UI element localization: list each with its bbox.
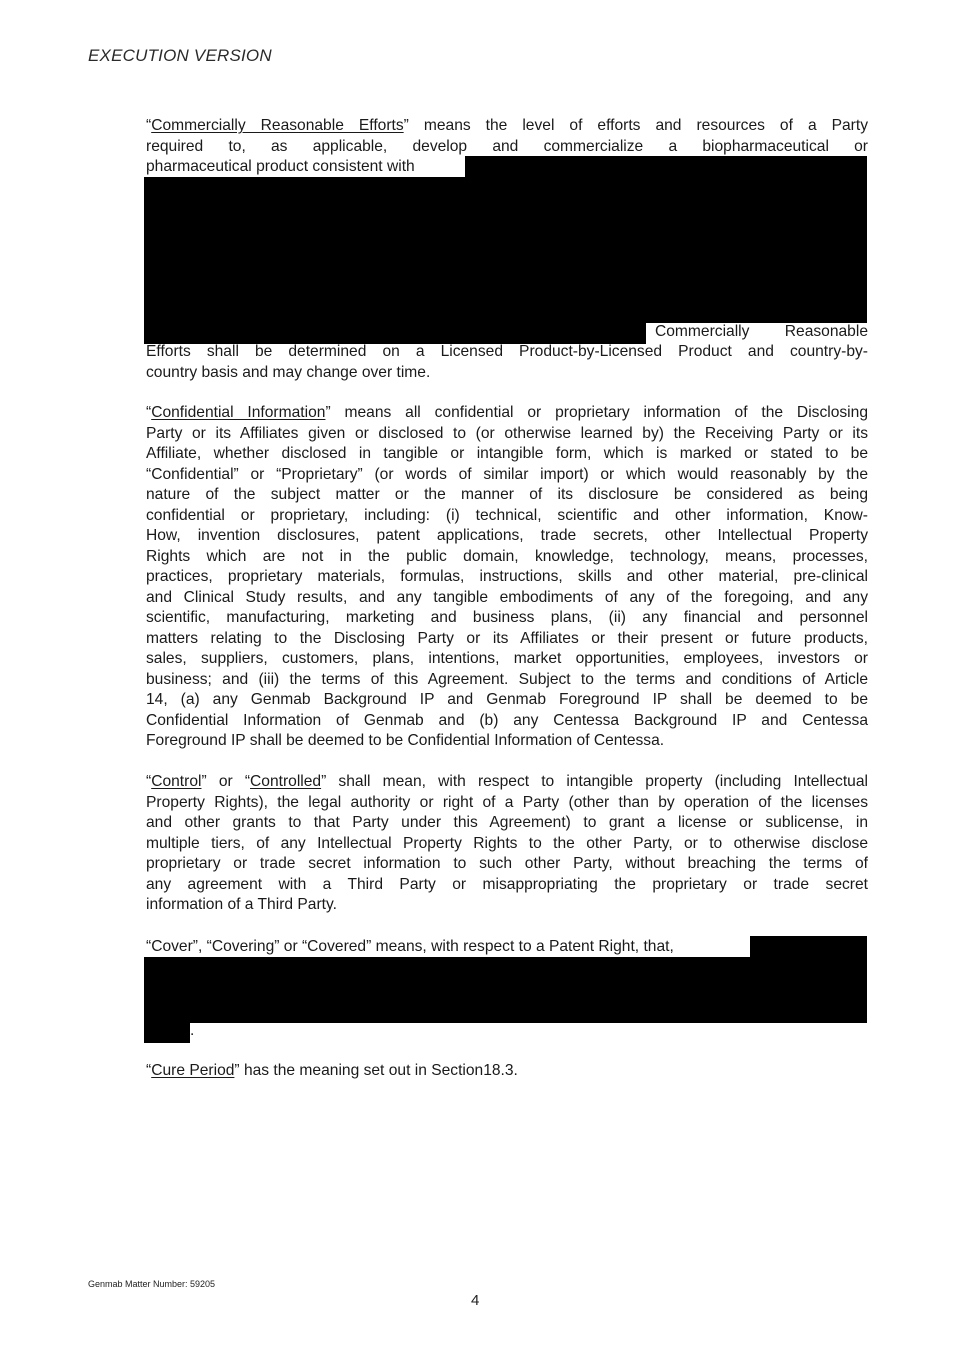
definition-line: How, invention disclosures, patent applications, trade secrets, other Intellectual Property [146, 527, 868, 544]
definition-line: and other grants to that Party under this Agreement) to grant a license or sublicense, in [146, 814, 868, 831]
definition-line: matters relating to the Disclosing Party or its Affiliates or their present or future products, [146, 629, 868, 647]
definition-line: Commercially Reasonable [655, 323, 868, 340]
definition-line: Confidential Information of Genmab and (b) any Centessa Background IP and Centessa [146, 711, 868, 729]
redaction-block [144, 322, 646, 344]
definition-line: Property Rights), the legal authority or right of a Party (other than by operation of the licenses [146, 793, 868, 811]
redaction-block [144, 1022, 190, 1043]
definition-cure-period [146, 1061, 868, 1082]
definition-line: nature of the subject matter or the manner of its disclosure be considered as being [146, 486, 868, 503]
definition-line: “Confidential Information” means all confidential or proprietary information of the Disclosing [146, 404, 868, 421]
definition-line: information of a Third Party. [146, 896, 337, 913]
definition-line: “Confidential” or “Proprietary” (or words of similar import) or which would reasonably by the [146, 465, 868, 483]
definition-line: “Cure Period” has the meaning set out in Section18.3. [146, 1062, 518, 1079]
defined-term: Control [151, 773, 202, 790]
definition-line: and Clinical Study results, and any tangible embodiments of any of the foregoing, and any [146, 588, 868, 606]
definition-line: multiple tiers, of any Intellectual Property Rights to the other Party, or to otherwise disclose [146, 834, 868, 852]
definition-line: sales, suppliers, customers, plans, intentions, market opportunities, employees, investors or [146, 650, 868, 667]
definition-control [146, 772, 868, 916]
defined-term: Confidential Information [151, 404, 326, 421]
page-number: 4 [471, 1292, 480, 1309]
definition-line: country basis and may change over time. [146, 363, 431, 381]
definition-line: “Commercially Reasonable Efforts” means the level of efforts and resources of a Party [146, 117, 869, 134]
definition-line: “Cover”, “Covering” or “Covered” means, with respect to a Patent Right, that, [146, 938, 674, 955]
definition-line: scientific, manufacturing, marketing and business plans, (ii) any financial and personnel [146, 609, 868, 626]
matter-number: Genmab Matter Number: 59205 [88, 1279, 216, 1289]
defined-term: Cure Period [151, 1062, 235, 1079]
definition-cover-closing: . [190, 1022, 195, 1039]
definition-line: pharmaceutical product consistent with [146, 158, 415, 175]
definition-commercially-reasonable-efforts-closing [146, 342, 868, 383]
definition-line: Affiliate, whether disclosed in tangible or intangible form, which is marked or stated to be [146, 445, 868, 462]
definition-line: “Control” or “Controlled” shall mean, with respect to intangible property (including Intellectual [146, 773, 868, 790]
defined-term: Commercially Reasonable Efforts [151, 117, 404, 134]
definition-line: 14, (a) any Genmab Background IP and Genmab Foreground IP shall be deemed to be [146, 691, 868, 708]
definition-line: business; and (iii) the terms of this Agreement. Subject to the terms and conditions of Article [146, 670, 868, 688]
definition-line: required to, as applicable, develop and commercialize a biopharmaceutical or [146, 137, 868, 155]
definition-confidential-information [146, 403, 868, 752]
definition-line: Rights which are not in the public domain, knowledge, technology, means, processes, [146, 547, 868, 565]
redaction-block [144, 957, 867, 1023]
redaction-block [144, 177, 867, 323]
document-header-label: EXECUTION VERSION [88, 46, 272, 65]
definition-line: proprietary or trade secret information to such other Party, without breaching the terms of [146, 855, 868, 872]
definition-line: Foreground IP shall be deemed to be Confidential Information of Centessa. [146, 732, 665, 749]
defined-term: Controlled [250, 773, 322, 790]
redaction-block [750, 936, 867, 958]
definition-line: any agreement with a Third Party or misappropriating the proprietary or trade secret [146, 875, 868, 893]
definition-line: Efforts shall be determined on a Licensed Product-by-Licensed Product and country-by- [146, 343, 868, 360]
definition-line: practices, proprietary materials, formulas, instructions, skills and other material, pre-clinical [146, 568, 868, 585]
redaction-block [465, 156, 867, 178]
definition-line: confidential or proprietary, including: (i) technical, scientific and other information, Know- [146, 506, 868, 524]
definition-line: Party or its Affiliates given or disclosed to (or otherwise learned by) the Receiving Party or its [146, 424, 868, 442]
